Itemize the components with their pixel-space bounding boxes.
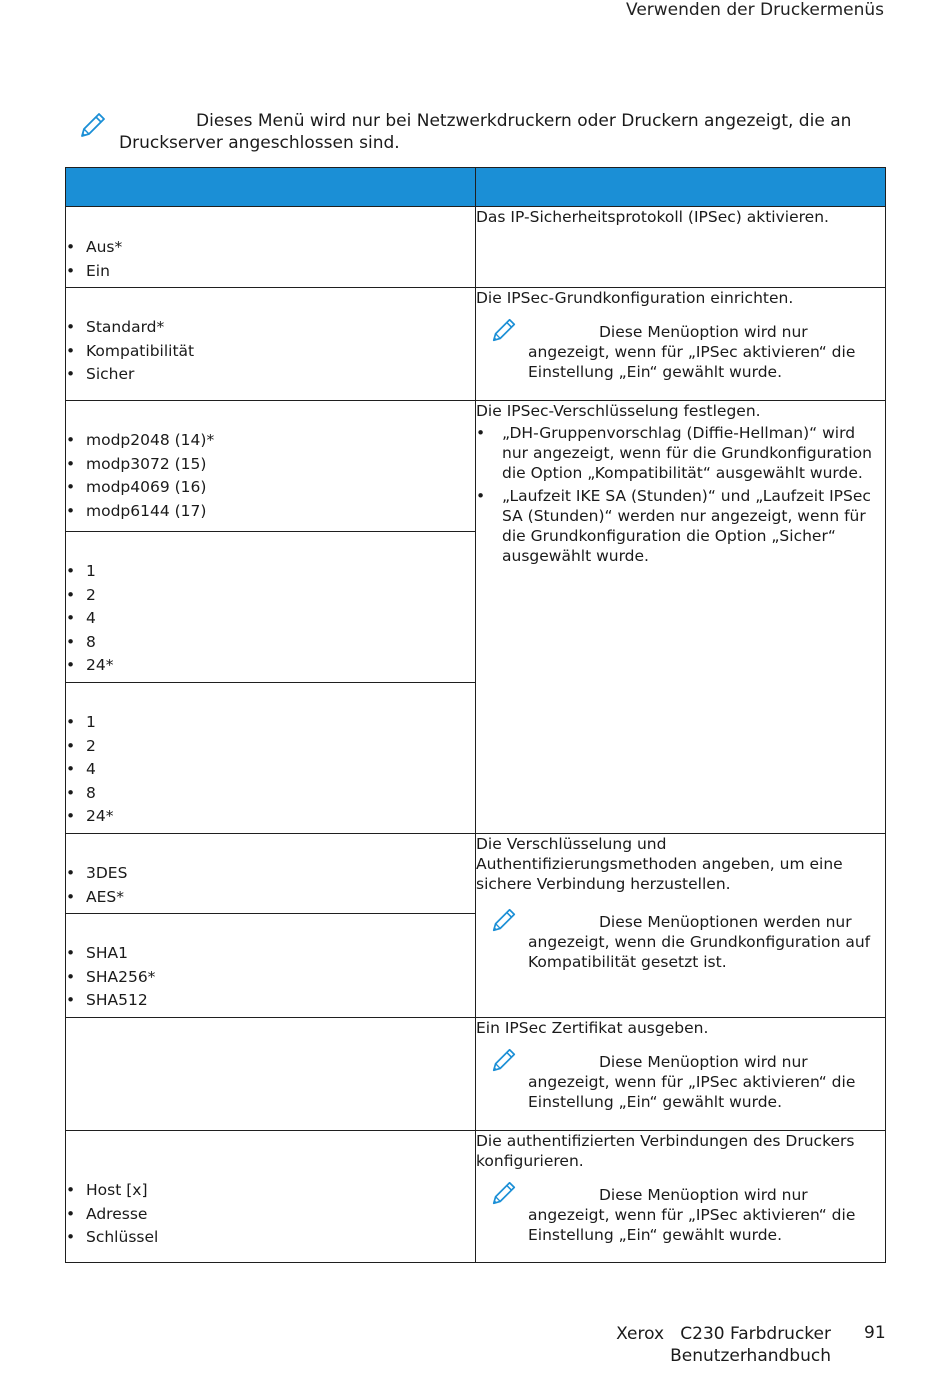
option-item: • 24* — [66, 654, 475, 678]
option-item: • 1 — [66, 560, 475, 584]
option-item: • AES* — [66, 886, 475, 910]
option-item: • modp2048 (14)* — [66, 429, 475, 453]
option-item: • Ein — [66, 260, 475, 284]
description-cell — [476, 834, 886, 1018]
option-item: • modp3072 (15) — [66, 453, 475, 477]
cell-note-text: Diese Menüoption wird nur angezeigt, wenn für „IPSec aktivieren“ die Einstellung „Ein“ gewählt wurde. — [528, 1186, 856, 1244]
option-item: • 1 — [66, 711, 475, 735]
description-text: Ein IPSec Zertifikat ausgeben. — [476, 1019, 709, 1037]
description-text: Die authentifizierten Verbindungen des Druckers konfigurieren. — [476, 1132, 855, 1170]
option-item: • Schlüssel — [66, 1226, 475, 1250]
pencil-note-icon — [490, 1046, 518, 1074]
footer-brand: Xerox — [616, 1324, 665, 1344]
options-cell — [66, 1018, 476, 1131]
row-dh-group — [66, 401, 886, 532]
option-item: • SHA512 — [66, 989, 475, 1013]
intro-note-text: Dieses Menü wird nur bei Netzwerkdruckern oder Druckern angezeigt, die an Druckserver angeschlossen sind. — [119, 111, 852, 153]
option-item: • Host [x] — [66, 1179, 475, 1203]
option-item: • modp4069 (16) — [66, 476, 475, 500]
description-bullets — [476, 423, 885, 566]
option-list — [66, 711, 475, 829]
table-header-menu-item — [66, 168, 476, 207]
option-item: • Sicher — [66, 363, 475, 387]
option-list — [66, 862, 475, 909]
options-cell — [66, 683, 476, 834]
description-text: Das IP-Sicherheitsprotokoll (IPSec) aktivieren. — [476, 208, 829, 226]
description-cell — [476, 401, 886, 834]
description-cell — [476, 207, 886, 288]
description-text: Die IPSec-Grundkonfiguration einrichten. — [476, 289, 794, 307]
option-item: • SHA1 — [66, 942, 475, 966]
options-cell — [66, 914, 476, 1018]
option-item: • 2 — [66, 584, 475, 608]
option-item: • 4 — [66, 607, 475, 631]
option-list — [66, 560, 475, 678]
description-text: Die IPSec-Verschlüsselung festlegen. — [476, 402, 761, 420]
running-header: Verwenden der Druckermenüs — [626, 0, 884, 20]
cell-note — [490, 912, 885, 972]
option-item: • SHA256* — [66, 966, 475, 990]
options-cell — [66, 401, 476, 532]
cell-note — [490, 322, 885, 382]
cell-note-text: Diese Menüoption wird nur angezeigt, wenn für „IPSec aktivieren“ die Einstellung „Ein“ gewählt wurde. — [528, 1053, 856, 1111]
option-item: • 2 — [66, 735, 475, 759]
footer-product: C230 Farbdrucker — [680, 1324, 831, 1344]
description-cell — [476, 1018, 886, 1131]
description-bullet: • „Laufzeit IKE SA (Stunden)“ und „Laufzeit IPSec SA (Stunden)“ werden nur angezeigt, wenn für die Grundkonfiguration die Option „Sicher“ ausgewählt wurde. — [476, 486, 885, 566]
pencil-note-icon — [490, 316, 518, 344]
description-cell — [476, 1131, 886, 1263]
option-item: • 24* — [66, 805, 475, 829]
option-item: • Adresse — [66, 1203, 475, 1227]
option-item: • 3DES — [66, 862, 475, 886]
description-cell — [476, 288, 886, 401]
option-item: • Aus* — [66, 236, 475, 260]
footer-doc: Benutzerhandbuch — [670, 1346, 831, 1366]
pencil-note-icon — [490, 1179, 518, 1207]
option-list — [66, 316, 475, 387]
page-number: 91 — [864, 1323, 886, 1343]
row-cipher — [66, 834, 886, 914]
table-header-description — [476, 168, 886, 207]
options-cell — [66, 834, 476, 914]
option-list — [66, 236, 475, 283]
cell-note — [490, 1185, 885, 1245]
cell-note — [490, 1052, 885, 1112]
option-item: • Kompatibilität — [66, 340, 475, 364]
description-text: Die Verschlüsselung und Authentifizierungsmethoden angeben, um eine sichere Verbindung herzustellen. — [476, 835, 843, 893]
cell-note-text: Diese Menüoption wird nur angezeigt, wenn für „IPSec aktivieren“ die Einstellung „Ein“ gewählt wurde. — [528, 323, 856, 381]
row-connections — [66, 1131, 886, 1263]
options-cell — [66, 288, 476, 401]
page-footer — [616, 1323, 831, 1367]
intro-note — [78, 110, 858, 154]
menu-table — [65, 167, 886, 1263]
pencil-note-icon — [490, 906, 518, 934]
row-certificate — [66, 1018, 886, 1131]
option-item: • 4 — [66, 758, 475, 782]
option-item: • Standard* — [66, 316, 475, 340]
options-cell — [66, 207, 476, 288]
pencil-note-icon — [78, 110, 108, 140]
option-list — [66, 1179, 475, 1250]
options-cell — [66, 532, 476, 683]
option-list — [66, 942, 475, 1013]
description-bullet: • „DH-Gruppenvorschlag (Diffie-Hellman)“ wird nur angezeigt, wenn für die Grundkonfiguration die Option „Kompatibilität“ ausgewählt wurde. — [476, 423, 885, 483]
table-header-row — [66, 168, 886, 207]
options-cell — [66, 1131, 476, 1263]
footer-product-line — [616, 1323, 831, 1345]
row-ipsec-enable — [66, 207, 886, 288]
option-item: • modp6144 (17) — [66, 500, 475, 524]
option-item: • 8 — [66, 631, 475, 655]
cell-note-text: Diese Menüoptionen werden nur angezeigt, wenn die Grundkonfiguration auf Kompatibilität gesetzt ist. — [528, 913, 871, 971]
row-base-config — [66, 288, 886, 401]
option-list — [66, 429, 475, 523]
option-item: • 8 — [66, 782, 475, 806]
